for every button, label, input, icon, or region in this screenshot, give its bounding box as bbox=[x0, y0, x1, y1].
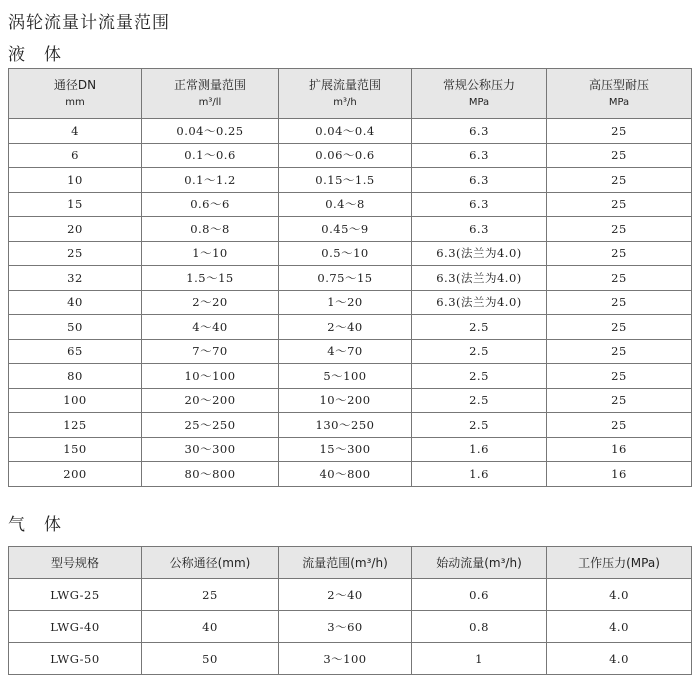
table-cell: 40 bbox=[142, 611, 279, 643]
table-row bbox=[9, 413, 692, 438]
table-cell: 25 bbox=[547, 290, 692, 315]
header-nominal-pressure bbox=[412, 69, 547, 119]
liquid-section-heading: 液 体 bbox=[8, 45, 62, 65]
table-cell: 25 bbox=[547, 388, 692, 413]
table-cell: 25 bbox=[547, 315, 692, 340]
table-cell: 0.1～1.2 bbox=[142, 168, 279, 193]
gas-table-body bbox=[9, 579, 692, 675]
table-cell: 2～40 bbox=[279, 315, 412, 340]
table-cell: 3～60 bbox=[279, 611, 412, 643]
table-cell: 40 bbox=[9, 290, 142, 315]
table-row bbox=[9, 192, 692, 217]
table-cell: 6.3 bbox=[412, 143, 547, 168]
table-cell: 4.0 bbox=[547, 643, 692, 675]
table-cell: 6.3(法兰为4.0) bbox=[412, 241, 547, 266]
table-cell: 25～250 bbox=[142, 413, 279, 438]
table-cell: 25 bbox=[9, 241, 142, 266]
table-cell: LWG-40 bbox=[9, 611, 142, 643]
table-cell: 3～100 bbox=[279, 643, 412, 675]
table-cell: 0.8 bbox=[412, 611, 547, 643]
table-cell: 10～100 bbox=[142, 364, 279, 389]
table-cell: 2.5 bbox=[412, 315, 547, 340]
table-cell: 2.5 bbox=[412, 339, 547, 364]
table-cell: 1.5～15 bbox=[142, 266, 279, 291]
table-cell: 25 bbox=[547, 364, 692, 389]
table-cell: 200 bbox=[9, 462, 142, 487]
table-cell: 6.3(法兰为4.0) bbox=[412, 266, 547, 291]
table-row bbox=[9, 241, 692, 266]
table-cell: 10～200 bbox=[279, 388, 412, 413]
table-cell: 6.3 bbox=[412, 119, 547, 144]
table-cell: 1 bbox=[412, 643, 547, 675]
table-cell: 80 bbox=[9, 364, 142, 389]
table-cell: 20 bbox=[9, 217, 142, 242]
table-cell: 25 bbox=[547, 413, 692, 438]
table-row bbox=[9, 388, 692, 413]
table-cell: 25 bbox=[547, 241, 692, 266]
table-cell: 2.5 bbox=[412, 413, 547, 438]
table-cell: 0.4～8 bbox=[279, 192, 412, 217]
table-cell: 5～100 bbox=[279, 364, 412, 389]
table-cell: 16 bbox=[547, 437, 692, 462]
page-title: 涡轮流量计流量范围 bbox=[8, 13, 170, 33]
table-row bbox=[9, 119, 692, 144]
table-cell: 80～800 bbox=[142, 462, 279, 487]
table-row bbox=[9, 462, 692, 487]
table-cell: 1～10 bbox=[142, 241, 279, 266]
table-cell: 25 bbox=[547, 266, 692, 291]
table-row bbox=[9, 643, 692, 675]
table-row bbox=[9, 290, 692, 315]
table-cell: 4.0 bbox=[547, 579, 692, 611]
table-row bbox=[9, 339, 692, 364]
header-unit: m³/ll bbox=[198, 96, 222, 108]
table-cell: 25 bbox=[547, 217, 692, 242]
header-label: 扩展流量范围 bbox=[308, 77, 381, 92]
table-cell: 1.6 bbox=[412, 462, 547, 487]
table-cell: 4～40 bbox=[142, 315, 279, 340]
liquid-table-body bbox=[9, 119, 692, 487]
table-cell: 125 bbox=[9, 413, 142, 438]
table-cell: 0.1～0.6 bbox=[142, 143, 279, 168]
header-label: 常规公称压力 bbox=[442, 77, 515, 92]
table-cell: 65 bbox=[9, 339, 142, 364]
table-cell: 0.04～0.4 bbox=[279, 119, 412, 144]
table-cell: 0.6～6 bbox=[142, 192, 279, 217]
gas-section-heading: 气 体 bbox=[8, 515, 62, 535]
gas-flow-range-table bbox=[8, 546, 692, 675]
table-cell: 0.06～0.6 bbox=[279, 143, 412, 168]
table-cell: 25 bbox=[547, 119, 692, 144]
table-cell: 30～300 bbox=[142, 437, 279, 462]
table-cell: 2～40 bbox=[279, 579, 412, 611]
table-cell: 150 bbox=[9, 437, 142, 462]
header-working-pressure: 工作压力(MPa) bbox=[547, 547, 692, 579]
table-cell: 15 bbox=[9, 192, 142, 217]
table-row bbox=[9, 315, 692, 340]
header-label: 高压型耐压 bbox=[588, 77, 649, 92]
table-cell: 6.3(法兰为4.0) bbox=[412, 290, 547, 315]
header-flow-range: 流量范围(m³/h) bbox=[279, 547, 412, 579]
table-cell: 100 bbox=[9, 388, 142, 413]
table-cell: 130～250 bbox=[279, 413, 412, 438]
table-cell: 25 bbox=[547, 143, 692, 168]
table-row bbox=[9, 437, 692, 462]
table-cell: 25 bbox=[547, 339, 692, 364]
table-row bbox=[9, 143, 692, 168]
table-cell: 0.8～8 bbox=[142, 217, 279, 242]
table-cell: 0.75～15 bbox=[279, 266, 412, 291]
header-unit: MPa bbox=[468, 96, 490, 108]
table-cell: 6.3 bbox=[412, 168, 547, 193]
table-row bbox=[9, 579, 692, 611]
header-unit: MPa bbox=[608, 96, 630, 108]
header-diameter bbox=[9, 69, 142, 119]
table-cell: 20～200 bbox=[142, 388, 279, 413]
table-row bbox=[9, 168, 692, 193]
header-starting-flow: 始动流量(m³/h) bbox=[412, 547, 547, 579]
table-cell: 0.5～10 bbox=[279, 241, 412, 266]
table-header-row bbox=[9, 69, 692, 119]
table-cell: 50 bbox=[142, 643, 279, 675]
header-model: 型号规格 bbox=[9, 547, 142, 579]
table-cell: 25 bbox=[547, 192, 692, 217]
table-cell: 50 bbox=[9, 315, 142, 340]
header-label: 通径DN bbox=[53, 77, 97, 92]
header-nominal-diameter: 公称通径(mm) bbox=[142, 547, 279, 579]
table-cell: 25 bbox=[547, 168, 692, 193]
table-cell: 2.5 bbox=[412, 388, 547, 413]
header-normal-range bbox=[142, 69, 279, 119]
table-cell: 4.0 bbox=[547, 611, 692, 643]
table-cell: 6 bbox=[9, 143, 142, 168]
table-cell: 16 bbox=[547, 462, 692, 487]
table-cell: LWG-50 bbox=[9, 643, 142, 675]
table-row bbox=[9, 611, 692, 643]
header-unit: mm bbox=[65, 96, 85, 108]
liquid-flow-range-table bbox=[8, 68, 692, 487]
table-row bbox=[9, 364, 692, 389]
header-high-pressure bbox=[547, 69, 692, 119]
table-cell: 4 bbox=[9, 119, 142, 144]
table-cell: 4～70 bbox=[279, 339, 412, 364]
table-cell: LWG-25 bbox=[9, 579, 142, 611]
table-cell: 6.3 bbox=[412, 192, 547, 217]
header-label: 正常测量范围 bbox=[173, 77, 246, 92]
table-cell: 2～20 bbox=[142, 290, 279, 315]
table-cell: 1.6 bbox=[412, 437, 547, 462]
table-cell: 32 bbox=[9, 266, 142, 291]
table-cell: 15～300 bbox=[279, 437, 412, 462]
table-cell: 2.5 bbox=[412, 364, 547, 389]
table-cell: 0.15～1.5 bbox=[279, 168, 412, 193]
header-unit: m³/h bbox=[333, 96, 357, 108]
table-row bbox=[9, 266, 692, 291]
table-header-row bbox=[9, 547, 692, 579]
table-cell: 7～70 bbox=[142, 339, 279, 364]
table-cell: 0.45～9 bbox=[279, 217, 412, 242]
table-cell: 25 bbox=[142, 579, 279, 611]
header-extended-range bbox=[279, 69, 412, 119]
table-row bbox=[9, 217, 692, 242]
table-cell: 10 bbox=[9, 168, 142, 193]
table-cell: 0.6 bbox=[412, 579, 547, 611]
table-cell: 6.3 bbox=[412, 217, 547, 242]
table-cell: 1～20 bbox=[279, 290, 412, 315]
table-cell: 0.04～0.25 bbox=[142, 119, 279, 144]
table-cell: 40～800 bbox=[279, 462, 412, 487]
